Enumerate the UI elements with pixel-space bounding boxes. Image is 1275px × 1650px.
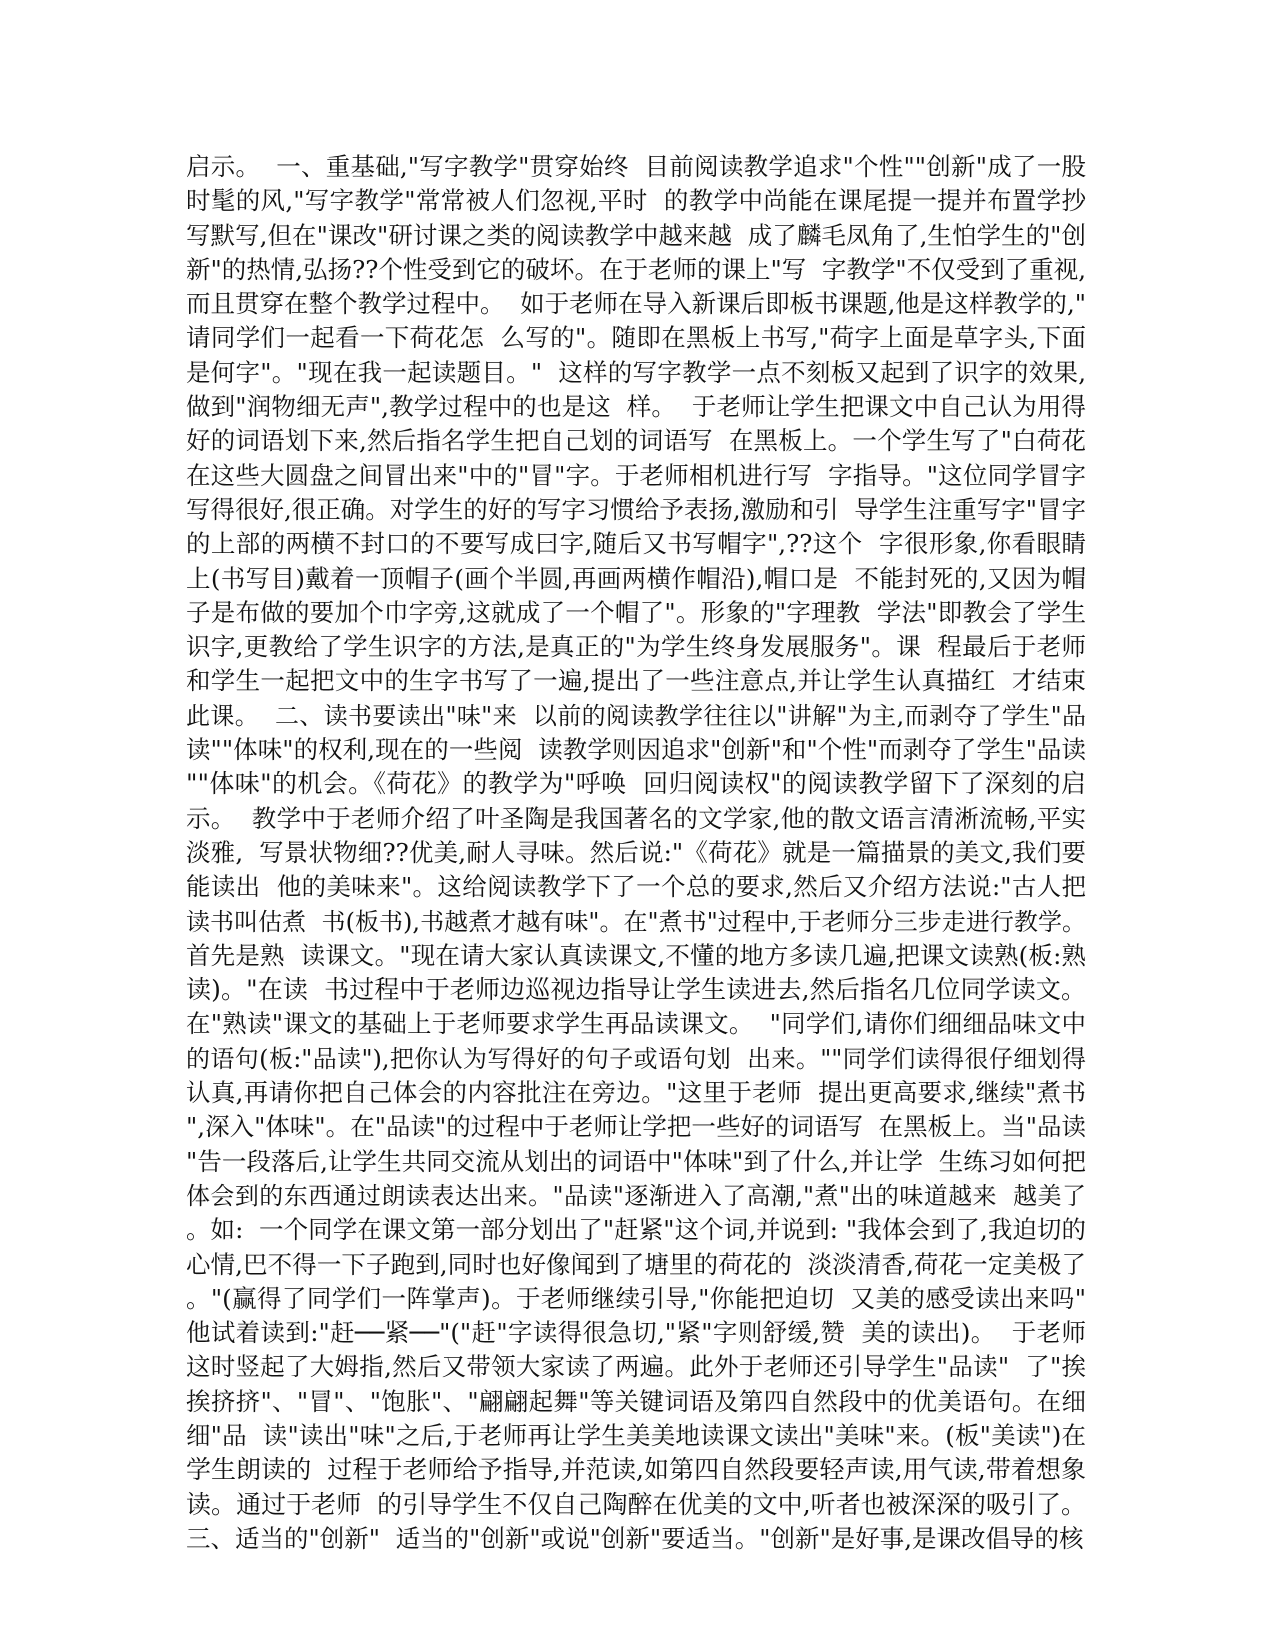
text-line: 读)。"在读 书过程中于老师边巡视边指导让学生读进去,然后指名几位同学读文。 (186, 975, 1086, 1005)
text-line: 挨挤挤"、"冒"、"饱胀"、"翩翩起舞"等关键词语及第四自然段中的优美语句。在细 (186, 1386, 1086, 1416)
text-line: 读书叫估煮 书(板书),书越煮才越有味"。在"煮书"过程中,于老师分三步走进行教学。 (186, 907, 1086, 936)
text-line: 而且贯穿在整个教学过程中。 如于老师在导入新课后即板书课题,他是这样教学的," (186, 289, 1086, 319)
text-line: 。如: 一个同学在课文第一部分划出了"赶紧"这个词,并说到: "我体会到了,我迫切的 (186, 1215, 1086, 1245)
text-line: 体会到的东西通过朗读表达出来。"品读"逐渐进入了高潮,"煮"出的味道越来 越美了 (186, 1181, 1086, 1210)
text-line: 子是布做的要加个巾字旁,这就成了一个帽了"。形象的"字理教 学法"即教会了学生 (186, 597, 1086, 627)
text-line: 认真,再请你把自己体会的内容批注在旁边。"这里于老师 提出更高要求,继续"煮书 (186, 1078, 1086, 1108)
text-line: 能读出 他的美味来"。这给阅读教学下了一个总的要求,然后又介绍方法说:"古人把 (186, 872, 1086, 902)
text-line: 写得很好,很正确。对学生的好的写字习惯给予表扬,激励和引 导学生注重写字"冒字 (186, 494, 1086, 524)
text-line: 在这些大圆盘之间冒出来"中的"冒"字。于老师相机进行写 字指导。"这位同学冒字 (186, 460, 1086, 490)
text-line: 和学生一起把文中的生字书写了一遍,提出了一些注意点,并让学生认真描红 才结束 (186, 666, 1086, 696)
text-line: ",深入"体味"。在"品读"的过程中于老师让学把一些好的词语写 在黑板上。当"品读 (186, 1112, 1086, 1142)
text-line: 新"的热情,弘扬??个性受到它的破坏。在于老师的课上"写 字教学"不仅受到了重视, (186, 254, 1086, 284)
text-line: 时髦的风,"写字教学"常常被人们忽视,平时 的教学中尚能在课尾提一提并布置学抄 (186, 186, 1086, 216)
text-line: 这时竖起了大姆指,然后又带领大家读了两遍。此外于老师还引导学生"品读" 了"挨 (186, 1352, 1086, 1382)
text-line: 的上部的两横不封口的不要写成曰字,随后又书写帽字",??这个 字很形象,你看眼睛 (186, 529, 1086, 559)
text-line: 三、适当的"创新" 适当的"创新"或说"创新"要适当。"创新"是好事,是课改倡导的核 (186, 1523, 1084, 1553)
text-line: 上(书写目)戴着一顶帽子(画个半圆,再画两横作帽沿),帽口是 不能封死的,又因为帽 (186, 563, 1086, 593)
text-line: 首先是熟 读课文。"现在请大家认真读课文,不懂的地方多读几遍,把课文读熟(板:熟 (186, 940, 1086, 970)
text-line: 识字,更教给了学生识字的方法,是真正的"为学生终身发展服务"。课 程最后于老师 (186, 632, 1086, 662)
text-line: 的语句(板:"品读"),把你认为写得好的句子或语句划 出来。""同学们读得很仔细划得 (186, 1044, 1086, 1073)
text-line: 请同学们一起看一下荷花怎 么写的"。随即在黑板上书写,"荷字上面是草字头,下面 (186, 323, 1086, 353)
text-line: 是何字"。"现在我一起读题目。" 这样的写字教学一点不刻板又起到了识字的效果, (186, 357, 1086, 387)
text-line: 写默写,但在"课改"研讨课之类的阅读教学中越来越 成了麟毛凤角了,生怕学生的"创 (186, 220, 1086, 250)
text-line: 。"(赢得了同学们一阵掌声)。于老师继续引导,"你能把迫切 又美的感受读出来吗" (186, 1283, 1086, 1313)
text-line: 此课。 二、读书要读出"味"来 以前的阅读教学往往以"讲解"为主,而剥夺了学生"品 (186, 701, 1086, 730)
text-line: 细"品 读"读出"味"之后,于老师再让学生美美地读课文读出"美味"来。(板"美读")在 (186, 1420, 1086, 1450)
text-line: 心情,巴不得一下子跑到,同时也好像闻到了塘里的荷花的 淡淡清香,荷花一定美极了 (186, 1249, 1086, 1279)
text-line: 学生朗读的 过程于老师给予指导,并范读,如第四自然段要轻声读,用气读,带着想象 (186, 1455, 1086, 1485)
text-line: 示。 教学中于老师介绍了叶圣陶是我国著名的文学家,他的散文语言清淅流畅,平实 (186, 803, 1086, 833)
text-line: 启示。 一、重基础,"写字教学"贯穿始终 目前阅读教学追求"个性""创新"成了一股 (186, 152, 1086, 181)
body-text (186, 150, 1086, 1556)
text-line: 好的词语划下来,然后指名学生把自己划的词语写 在黑板上。一个学生写了"白荷花 (186, 426, 1086, 456)
text-line: ""体味"的机会。《荷花》的教学为"呼唤 回归阅读权"的阅读教学留下了深刻的启 (186, 769, 1086, 799)
text-line: "告一段落后,让学生共同交流从划出的词语中"体味"到了什么,并让学 生练习如何把 (186, 1146, 1086, 1176)
text-line: 读。通过于老师 的引导学生不仅自己陶醉在优美的文中,听者也被深深的吸引了。 (186, 1489, 1086, 1519)
text-line: 做到"润物细无声",教学过程中的也是这 样。 于老师让学生把课文中自己认为用得 (186, 392, 1086, 422)
text-line: 在"熟读"课文的基础上于老师要求学生再品读课文。 "同学们,请你们细细品味文中 (186, 1009, 1086, 1039)
text-line: 他试着读到:"赶──紧──"("赶"字读得很急切,"紧"字则舒缓,赞 美的读出)。 于老师 (186, 1318, 1086, 1348)
text-line: 淡雅, 写景状物细??优美,耐人寻味。然后说:"《荷花》就是一篇描景的美文,我们要 (186, 837, 1086, 867)
text-line: 读""体味"的权利,现在的一些阅 读教学则因追求"创新"和"个性"而剥夺了学生"品读 (186, 735, 1086, 765)
